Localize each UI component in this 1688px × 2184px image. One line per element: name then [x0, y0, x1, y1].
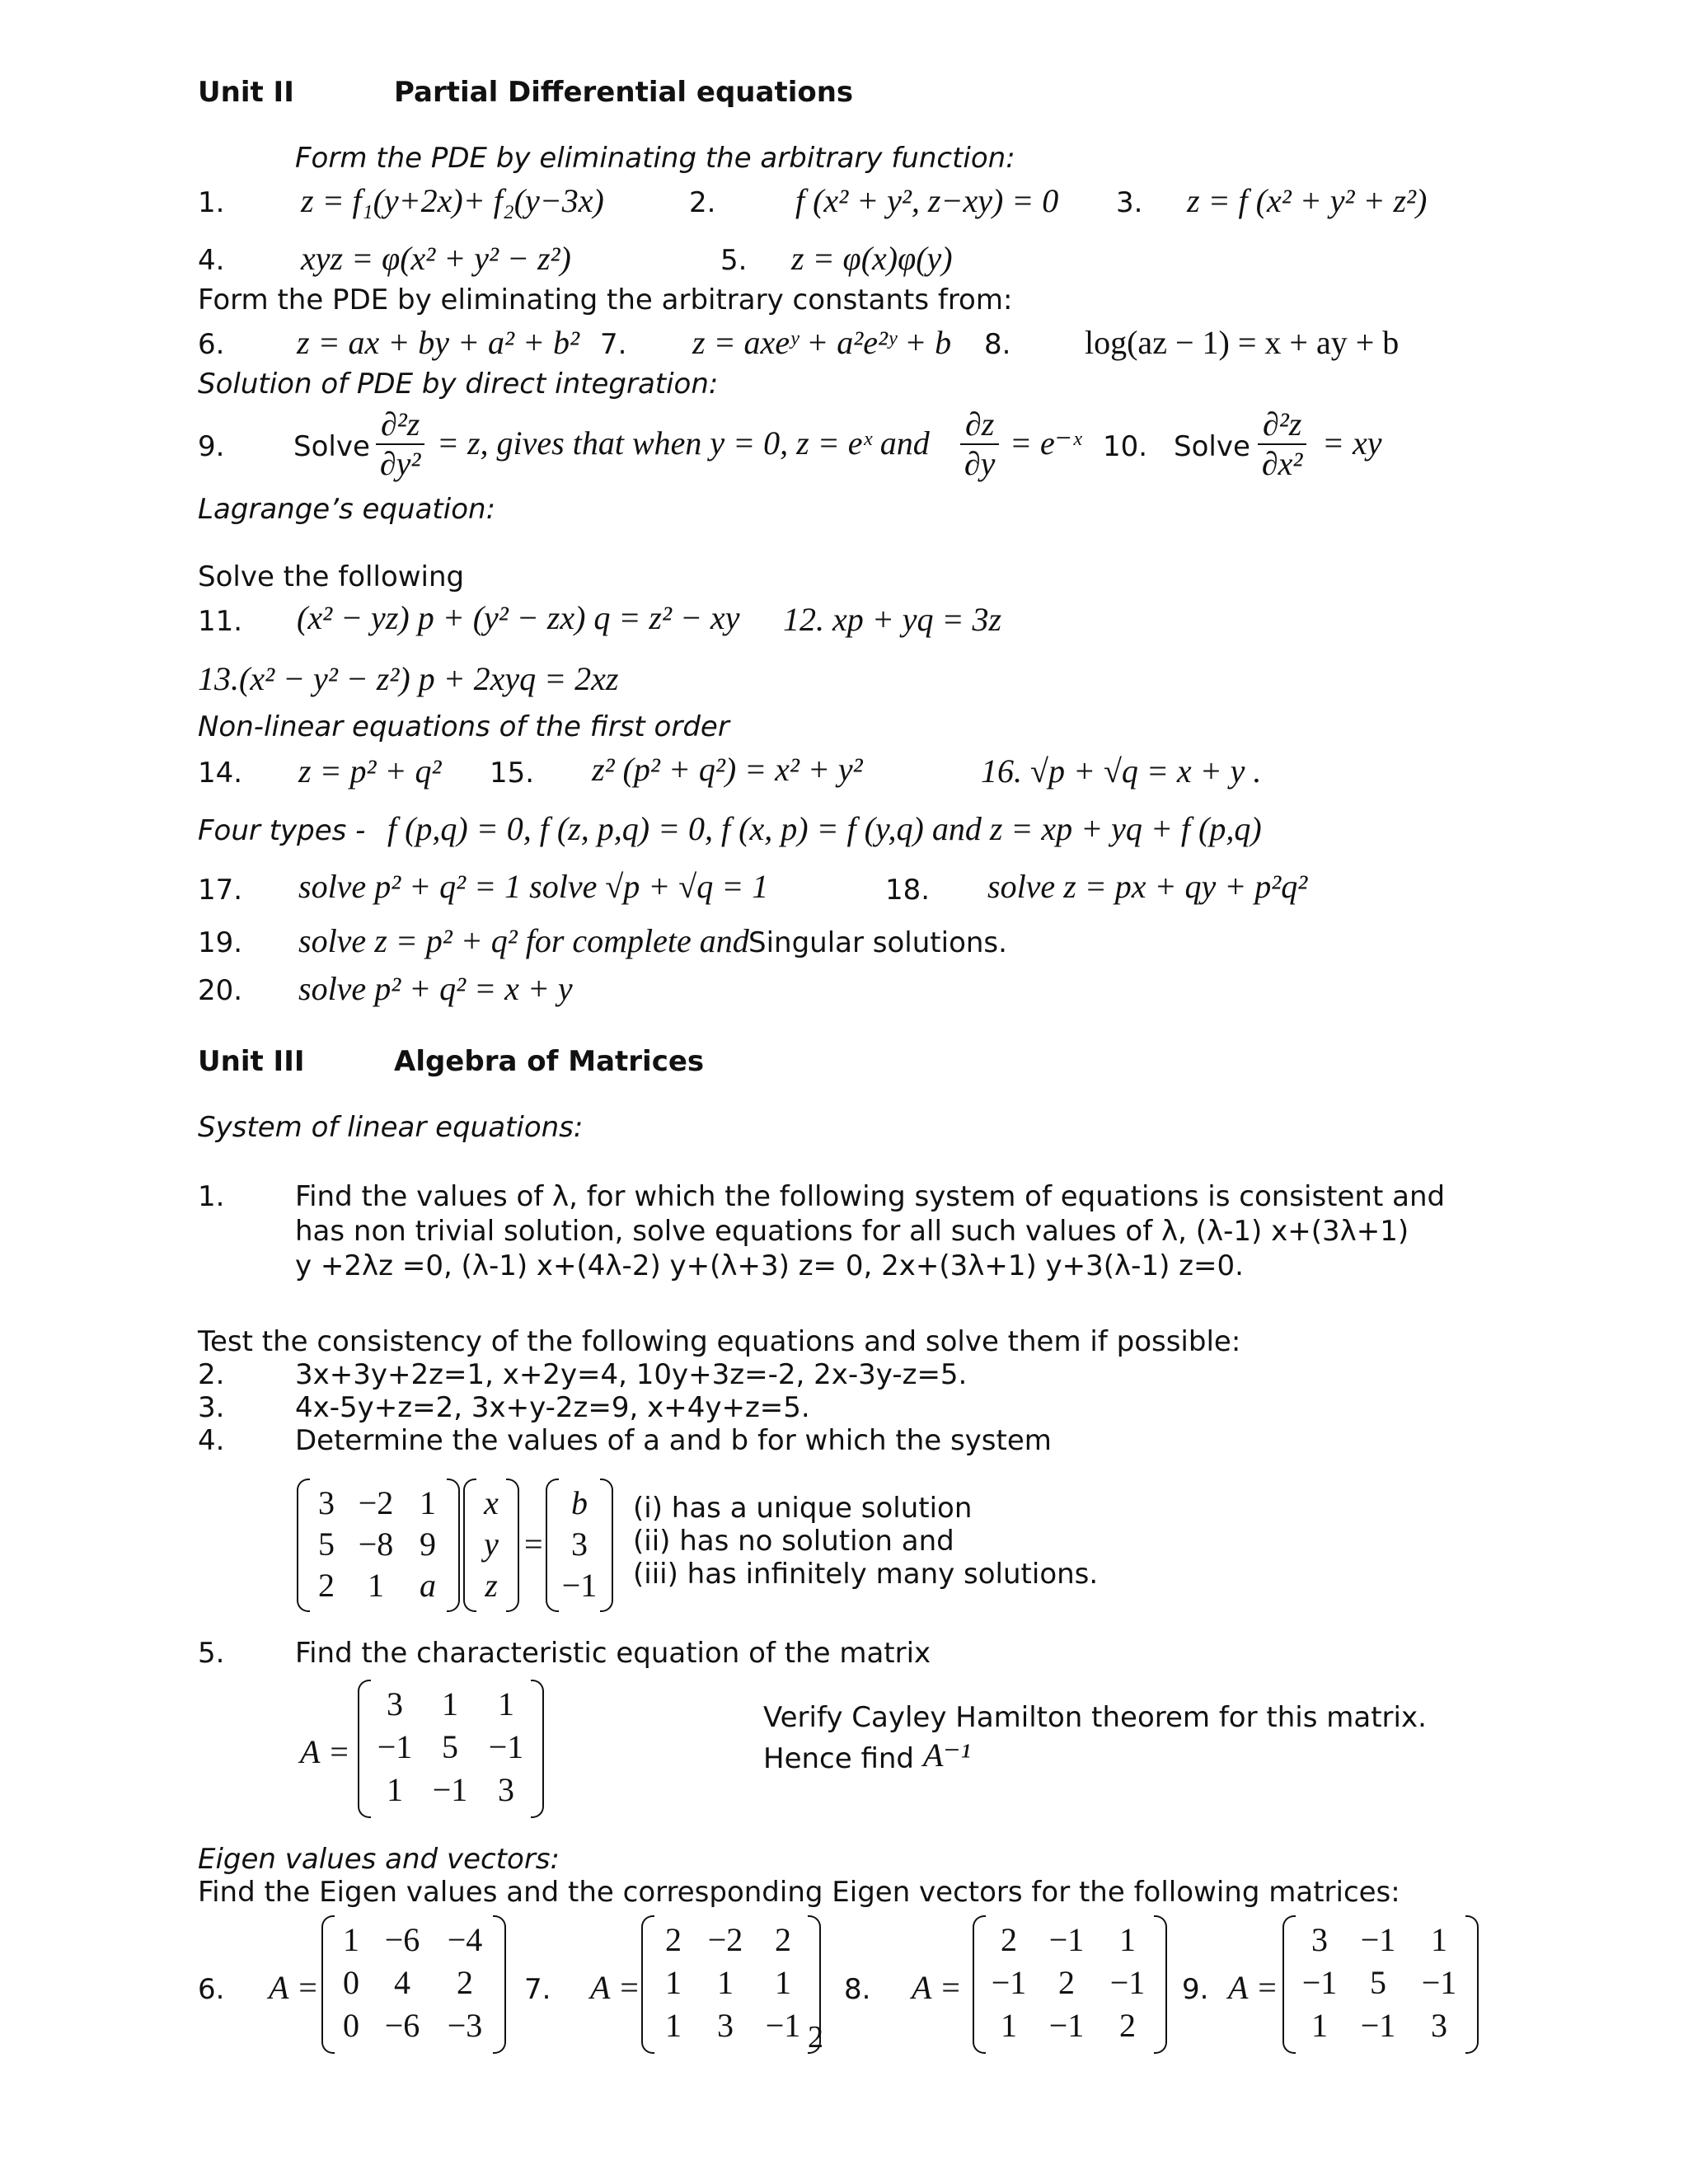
- linear-heading: System of linear equations:: [198, 1111, 584, 1144]
- q10-frac-denominator: ∂x²: [1261, 445, 1303, 482]
- q5-number: 5.: [720, 244, 748, 277]
- q9-frac2-numerator: ∂z: [960, 405, 999, 445]
- matrix-cell: −2: [358, 1484, 394, 1521]
- matrix-cell: 1: [1431, 1921, 1447, 1958]
- u3-q1-line1: Find the values of λ, for which the following system of equations is consistent and: [295, 1180, 1446, 1213]
- matrix-cell: −1: [1048, 1921, 1085, 1958]
- unit2-label: Unit II: [198, 76, 294, 109]
- matrix-cell: 1: [387, 1771, 403, 1808]
- q8-matrix: [984, 1920, 1156, 2049]
- consistency-heading: Test the consistency of the following equations and solve them if possible:: [198, 1325, 1241, 1358]
- q4-equation: xyz = φ(x² + y² − z²): [301, 240, 571, 277]
- eigen-heading: Eigen values and vectors:: [198, 1843, 560, 1876]
- matrix-cell: −1: [432, 1771, 468, 1808]
- q10-end: = xy: [1322, 424, 1382, 462]
- vector-cell: 3: [571, 1526, 588, 1563]
- form-pde-const-heading: Form the PDE by eliminating the arbitrary constants from:: [198, 284, 1013, 316]
- bracket-left: [546, 1479, 559, 1612]
- bracket-right: [1154, 1915, 1167, 2054]
- matrix-cell: 3: [1431, 2007, 1447, 2044]
- vector-cell: z: [485, 1567, 498, 1604]
- solve-following: Solve the following: [198, 560, 465, 593]
- bracket-right: [1465, 1915, 1479, 2054]
- matrix-cell: 1: [1119, 1921, 1136, 1958]
- eigen-instructions: Find the Eigen values and the corresponding Eigen vectors for the following matrices:: [198, 1876, 1400, 1909]
- bracket-left: [463, 1479, 476, 1612]
- q8-matrix-label: A =: [912, 1969, 962, 2006]
- matrix-cell: −1: [488, 1728, 524, 1765]
- matrix-cell: 1: [420, 1484, 436, 1521]
- q3-equation: z = f (x² + y² + z²): [1187, 182, 1428, 219]
- q3-number: 3.: [1116, 186, 1143, 219]
- matrix-cell: −1: [1360, 2007, 1396, 2044]
- matrix-cell: 4: [394, 1964, 410, 2001]
- q10-fraction: [1258, 405, 1306, 483]
- q6-matrix-label: A =: [269, 1969, 319, 2006]
- q9-frac-denominator: ∂y²: [379, 445, 421, 482]
- u3-q7-number: 7.: [524, 1973, 551, 2006]
- bracket-left: [1282, 1915, 1296, 2054]
- q9-matrix-label: A =: [1228, 1969, 1278, 2006]
- matrix-cell: 3: [498, 1771, 514, 1808]
- q9-fraction-2: [960, 405, 999, 483]
- q8-number: 8.: [984, 328, 1011, 361]
- matrix-cell: −1: [1048, 2007, 1085, 2044]
- q10-frac-numerator: ∂²z: [1258, 405, 1306, 445]
- q2-equation: f (x² + y², z−xy) = 0: [795, 182, 1059, 219]
- q17-number: 17.: [198, 874, 243, 907]
- lagrange-heading: Lagrange’s equation:: [198, 493, 496, 526]
- matrix-cell: −1: [991, 1964, 1027, 2001]
- unit3-title: Algebra of Matrices: [394, 1045, 705, 1078]
- q6-number: 6.: [198, 328, 225, 361]
- unit2-title: Partial Differential equations: [394, 76, 854, 109]
- vector-cell: −1: [561, 1567, 598, 1604]
- matrix-cell: −1: [1301, 1964, 1338, 2001]
- matrix-cell: 1: [1311, 2007, 1328, 2044]
- matrix-cell: 2: [665, 1921, 682, 1958]
- four-types: f (p,q) = 0, f (z, p,q) = 0, f (x, p) = f (y,q) and z = xp + yq + f (p,q): [387, 810, 1262, 847]
- matrix-cell: 1: [775, 1964, 791, 2001]
- bracket-left: [358, 1680, 371, 1818]
- matrix-cell: −6: [384, 1921, 420, 1958]
- q9-frac-numerator: ∂²z: [376, 405, 424, 445]
- u3-q8-number: 8.: [844, 1973, 871, 2006]
- matrix-cell: 1: [665, 2007, 682, 2044]
- matrix-cell: 5: [1370, 1964, 1386, 2001]
- four-types-label: Four types -: [198, 814, 366, 847]
- matrix-cell: 2: [457, 1964, 473, 2001]
- q19-tail: Singular solutions.: [748, 926, 1007, 959]
- q7-matrix-label: A =: [590, 1969, 640, 2006]
- matrix-cell: 1: [1001, 2007, 1017, 2044]
- u3-q4-number: 4.: [198, 1424, 225, 1457]
- bracket-right: [447, 1479, 460, 1612]
- q2-number: 2.: [689, 186, 716, 219]
- u3-q9-number: 9.: [1182, 1973, 1209, 2006]
- q15-equation: z² (p² + q²) = x² + y²: [592, 751, 863, 788]
- nonlinear-heading: Non-linear equations of the first order: [198, 710, 729, 743]
- matrix-cell: 2: [318, 1567, 335, 1604]
- q15-number: 15.: [490, 757, 535, 790]
- matrix-cell: 5: [318, 1526, 335, 1563]
- u3-q6-number: 6.: [198, 1973, 225, 2006]
- q5-equation: z = φ(x)φ(y): [791, 240, 953, 277]
- q6-equation: z = ax + by + a² + b²: [297, 324, 580, 361]
- bracket-left: [641, 1915, 654, 2054]
- matrix-cell: −1: [1109, 1964, 1146, 2001]
- u3-q3-number: 3.: [198, 1391, 225, 1424]
- matrix-cell: 2: [1119, 2007, 1136, 2044]
- matrix-cell: 1: [665, 1964, 682, 2001]
- matrix-cell: −1: [1421, 1964, 1457, 2001]
- matrix-cell: 1: [498, 1685, 514, 1722]
- bracket-right: [531, 1680, 544, 1818]
- u3-q2-number: 2.: [198, 1358, 225, 1391]
- u3-q3-text: 4x-5y+z=2, 3x+y-2z=9, x+4y+z=5.: [295, 1391, 810, 1424]
- bracket-right: [600, 1479, 613, 1612]
- bracket-right: [493, 1915, 506, 2054]
- matrix-cell: −1: [1360, 1921, 1396, 1958]
- q5-matrix: [369, 1685, 532, 1813]
- vector-cell: b: [571, 1484, 588, 1521]
- q6-matrix: [333, 1920, 495, 2049]
- q9-number: 9.: [198, 430, 225, 463]
- bracket-left: [321, 1915, 335, 2054]
- matrix-cell: −6: [384, 2007, 420, 2044]
- matrix-cell: 3: [387, 1685, 403, 1722]
- q14-equation: z = p² + q²: [298, 752, 442, 790]
- vector-cell: x: [484, 1484, 499, 1521]
- q10-number: 10.: [1103, 430, 1148, 463]
- q9-frac2-denominator: ∂y: [964, 445, 996, 482]
- q9-fraction: [376, 405, 424, 483]
- q11-number: 11.: [198, 605, 243, 638]
- q19-equation: solve z = p² + q² for complete and: [298, 922, 749, 959]
- u3-q1-line3: y +2λz =0, (λ-1) x+(4λ-2) y+(λ+3) z= 0, 2x+(3λ+1) y+3(λ-1) z=0.: [295, 1249, 1244, 1282]
- q9-condition: = z, gives that when y = 0, z = eˣ and: [437, 424, 930, 462]
- u3-q5-number: 5.: [198, 1637, 225, 1670]
- q9-matrix: [1294, 1920, 1467, 2049]
- q5-matrix-label: A =: [300, 1733, 350, 1770]
- matrix-cell: 1: [717, 1964, 734, 2001]
- q11-equation: (x² − yz) p + (y² − zx) q = z² − xy: [297, 599, 740, 636]
- q1-equation: z = f₁(y+2x)+ f₂(y−3x): [301, 182, 604, 219]
- bracket-left: [973, 1915, 986, 2054]
- q12-equation: 12. xp + yq = 3z: [783, 601, 1002, 638]
- q8-equation: log(az − 1) = x + ay + b: [1085, 324, 1400, 361]
- matrix-cell: 2: [1001, 1921, 1017, 1958]
- u3-q5-text: Find the characteristic equation of the matrix: [295, 1637, 931, 1670]
- q19-number: 19.: [198, 926, 243, 959]
- q4-rhs-vector: [557, 1483, 602, 1607]
- q5-verify: Verify Cayley Hamilton theorem for this matrix.: [763, 1701, 1427, 1734]
- q7-number: 7.: [600, 328, 627, 361]
- q18-equation: solve z = px + qy + p²q²: [987, 868, 1308, 905]
- matrix-cell: 3: [318, 1484, 335, 1521]
- q18-number: 18.: [885, 874, 931, 907]
- q4-option-3: (iii) has infinitely many solutions.: [633, 1558, 1099, 1591]
- q7-equation: z = axeʸ + a²e²ʸ + b: [692, 324, 952, 361]
- unit3-label: Unit III: [198, 1045, 305, 1078]
- matrix-cell: 0: [343, 1964, 359, 2001]
- matrix-cell: 2: [1058, 1964, 1075, 2001]
- matrix-cell: −4: [447, 1921, 483, 1958]
- matrix-cell: 1: [343, 1921, 359, 1958]
- q4-coefficient-matrix: [308, 1483, 448, 1607]
- q10-solve: Solve: [1174, 430, 1250, 463]
- q4-variable-vector: [475, 1483, 508, 1607]
- q9-end: = e⁻ˣ: [1010, 424, 1082, 462]
- q13-equation: 13.(x² − y² − z²) p + 2xyq = 2xz: [198, 660, 619, 697]
- vector-cell: y: [484, 1526, 499, 1563]
- direct-integration-heading: Solution of PDE by direct integration:: [198, 368, 719, 401]
- matrix-cell: 3: [717, 2007, 734, 2044]
- q5-hence: Hence find: [763, 1742, 914, 1775]
- q14-number: 14.: [198, 757, 243, 790]
- matrix-cell: 1: [442, 1685, 458, 1722]
- matrix-cell: −1: [765, 2007, 801, 2044]
- u3-q1-line2: has non trivial solution, solve equations for all such values of λ, (λ-1) x+(3λ+1): [295, 1215, 1409, 1248]
- matrix-cell: −2: [707, 1921, 743, 1958]
- q9-solve: Solve: [293, 430, 370, 463]
- matrix-cell: −3: [447, 2007, 483, 2044]
- u3-q2-text: 3x+3y+2z=1, x+2y=4, 10y+3z=-2, 2x-3y-z=5.: [295, 1358, 968, 1391]
- u3-q1-number: 1.: [198, 1180, 225, 1213]
- q5-inverse: A⁻¹: [923, 1736, 971, 1774]
- matrix-cell: 5: [442, 1728, 458, 1765]
- q4-number: 4.: [198, 244, 225, 277]
- q20-number: 20.: [198, 974, 243, 1007]
- matrix-cell: 3: [1311, 1921, 1328, 1958]
- matrix-cell: a: [420, 1567, 436, 1604]
- u3-q4-text: Determine the values of a and b for which the system: [295, 1424, 1052, 1457]
- form-pde-func-heading: Form the PDE by eliminating the arbitrary function:: [295, 142, 1015, 175]
- matrix-cell: 0: [343, 2007, 359, 2044]
- q17-equation: solve p² + q² = 1 solve √p + √q = 1: [298, 868, 769, 905]
- q20-equation: solve p² + q² = x + y: [298, 970, 573, 1007]
- q1-number: 1.: [198, 186, 225, 219]
- q7-stray-mark: 2: [808, 2020, 823, 2055]
- matrix-cell: 1: [368, 1567, 384, 1604]
- q4-option-1: (i) has a unique solution: [633, 1492, 973, 1525]
- q4-option-2: (ii) has no solution and: [633, 1525, 954, 1558]
- matrix-cell: 9: [420, 1526, 436, 1563]
- matrix-cell: 2: [775, 1921, 791, 1958]
- bracket-right: [506, 1479, 519, 1612]
- matrix-cell: −1: [377, 1728, 413, 1765]
- q4-equals: =: [524, 1526, 543, 1563]
- q16-equation: 16. √p + √q = x + y .: [981, 752, 1262, 790]
- matrix-cell: −8: [358, 1526, 394, 1563]
- q7-matrix: [653, 1920, 809, 2049]
- bracket-left: [297, 1479, 310, 1612]
